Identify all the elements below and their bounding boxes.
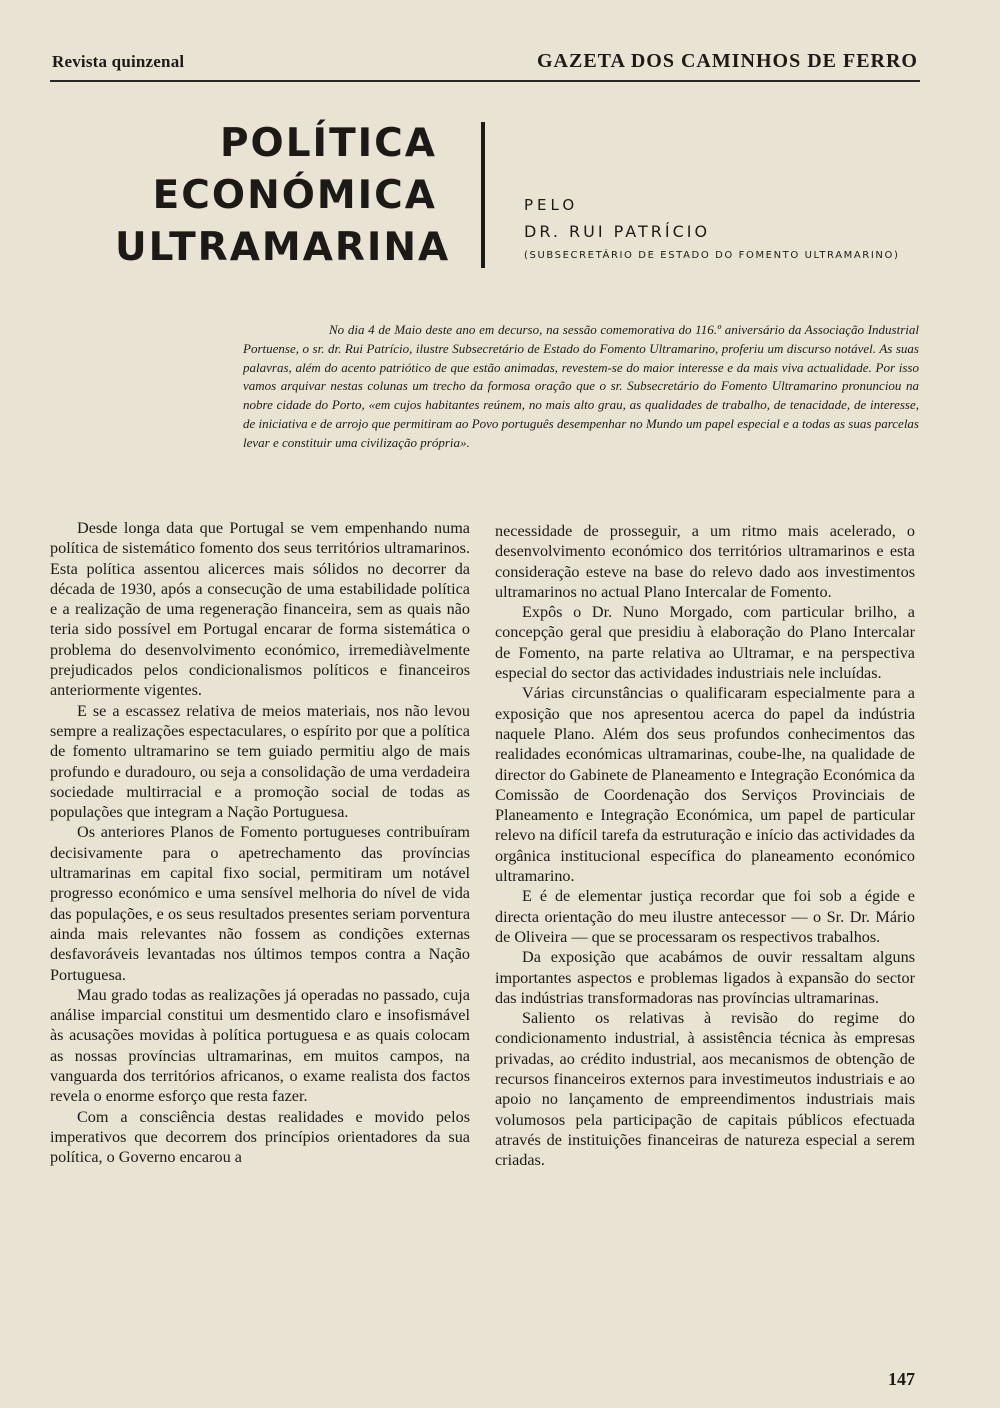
paragraph: Saliento os relativas à revisão do regime do condicionamento industrial, à assistência técnica às empresas privadas, ao crédito industrial, aos mecanismos de obtenção de recursos financeiros externos para investimeutos industriais e ao apoio no lançamento de empreendimentos industriais mais volumosos pela participação de capitais públicos efectuada através de instituições financeiras de natureza especial a serem criadas. xyxy=(495,1009,915,1170)
title-line-3: ULTRAMARINA xyxy=(115,225,451,270)
paragraph-continuation: necessidade de prosseguir, a um ritmo mais acelerado, o desenvolvimento económico dos territórios ultramarinos e esta consideração esteve na base do relevo dado aos investimentos ultramarinos no actual Plano Intercalar de Fomento. xyxy=(495,522,915,601)
author-name: DR. RUI PATRÍCIO xyxy=(524,222,711,241)
paragraph: Mau grado todas as realizações já operadas no passado, cuja análise imparcial constitui um desmentido claro e insofismável às acusações movidas à política portuguesa e as quais colocam as nossas províncias ultramarinas, em muitos campos, na vanguarda dos territórios africanos, o exame realista dos factos revela o enorme esforço que resta fazer. xyxy=(50,985,470,1106)
paragraph: Várias circunstâncias o qualificaram especialmente para a exposição que nos apresentou acerca do papel da indústria naquele Plano. Além dos seus profundos conhecimentos das realidades económicas ultramarinas, coube-lhe, na qualidade de director do Gabinete de Planeamento e Integração Económica da Comissão de Coordenação dos Serviços Provinciais de Planeamento e Integração Económica, um papel de particular relevo na difícil tarefa da estruturação e início das actividades da orgânica institucional específica do planeamento económico ultramarino. xyxy=(495,684,915,886)
author-by: PELO xyxy=(524,196,579,214)
intro-paragraph: No dia 4 de Maio deste ano em decurso, na sessão comemorativa do 116.º aniversário da Associação Industrial Portuense, o sr. dr. Rui Patrício, ilustre Subsecretário de Estado do Fomento Ultramarino, proferiu um discurso notável. As suas palavras, além do acento patriótico de que estão animadas, revestem-se do maior interesse e da mais viva actualidade. Por isso vamos arquivar nestas colunas um trecho da formosa oração que o sr. Subsecretário do Fomento Ultramarino pronunciou na nobre cidade do Porto, «em cujos habitantes reúnem, no mais alto grau, as qualidades de trabalho, de tenacidade, de interesse, de iniciativa e de arrojo que permitiram ao Povo português desempenhar no Mundo um papel especial e a todas as suas parcelas levar e constituir uma civilização própria». xyxy=(243,322,919,450)
paragraph: Desde longa data que Portugal se vem empenhando numa política de sistemático fomento dos seus territórios ultramarinos. Esta política assentou alicerces mais sólidos no decorrer da década de 1930, após a consecução de uma estabilidade política e a realização de uma regeneração financeira, sem as quais não teria sido possível em Portugal encarar de forma sistemática o problema do desenvolvimento económico, irremediàvelmente prejudicados pelos condicionalismos políticos e financeiros anteriormente vigentes. xyxy=(50,519,470,700)
paragraph: Os anteriores Planos de Fomento portugueses contribuíram decisivamente para o apetrechamento das províncias ultramarinas em capital fixo social, permitiram um notável progresso económico e uma sensível melhoria do nível de vida das populações, e os seus resultados presentes seriam porventura ainda mais relevantes não fossem as condições externas desfavoráveis levantadas nos últimos tempos contra a Nação Portuguesa. xyxy=(50,823,470,984)
paragraph: E se a escassez relativa de meios materiais, nos não levou sempre a realizações espectaculares, o espírito por que a política de fomento ultramarino se tem guiado permitiu algo de mais profundo e duradouro, ou seja a consolidação de uma verdadeira sociedade multirracial e a promoção social de todas as populações que integram a Nação Portuguesa. xyxy=(50,701,470,822)
running-header-right: GAZETA DOS CAMINHOS DE FERRO xyxy=(536,50,918,72)
author-role: (SUBSECRETÁRIO DE ESTADO DO FOMENTO ULTRAMARINO) xyxy=(524,250,900,261)
title-line-2: ECONÓMICA xyxy=(152,173,437,218)
paragraph: Expôs o Dr. Nuno Morgado, com particular brilho, a concepção geral que presidiu à elaboração do Plano Intercalar de Fomento, na parte relativa ao Ultramar, e na perspectiva especial do sector das actividades industriais nele incluídas. xyxy=(495,603,915,683)
body-column-left xyxy=(50,518,470,1168)
paragraph: Com a consciência destas realidades e movido pelos imperativos que decorrem dos princípios orientadores da sua política, o Governo encarou a xyxy=(50,1107,470,1167)
author-block xyxy=(524,196,899,261)
body-column-right xyxy=(495,521,915,1171)
title-divider xyxy=(481,122,485,268)
page-number: 147 xyxy=(888,1369,915,1389)
paragraph: Da exposição que acabámos de ouvir ressaltam alguns importantes aspectos e problemas ligados à expansão do sector das indústrias transformadoras nas províncias ultramarinas. xyxy=(495,948,915,1007)
paragraph: E é de elementar justiça recordar que foi sob a égide e directa orientação do meu ilustre antecessor — o Sr. Dr. Mário de Oliveira — que se processaram os respectivos trabalhos. xyxy=(495,887,915,946)
article-title xyxy=(115,118,451,274)
title-line-1: POLÍTICA xyxy=(219,121,437,166)
header-rule xyxy=(50,80,920,82)
running-header-left: Revista quinzenal xyxy=(52,52,185,71)
